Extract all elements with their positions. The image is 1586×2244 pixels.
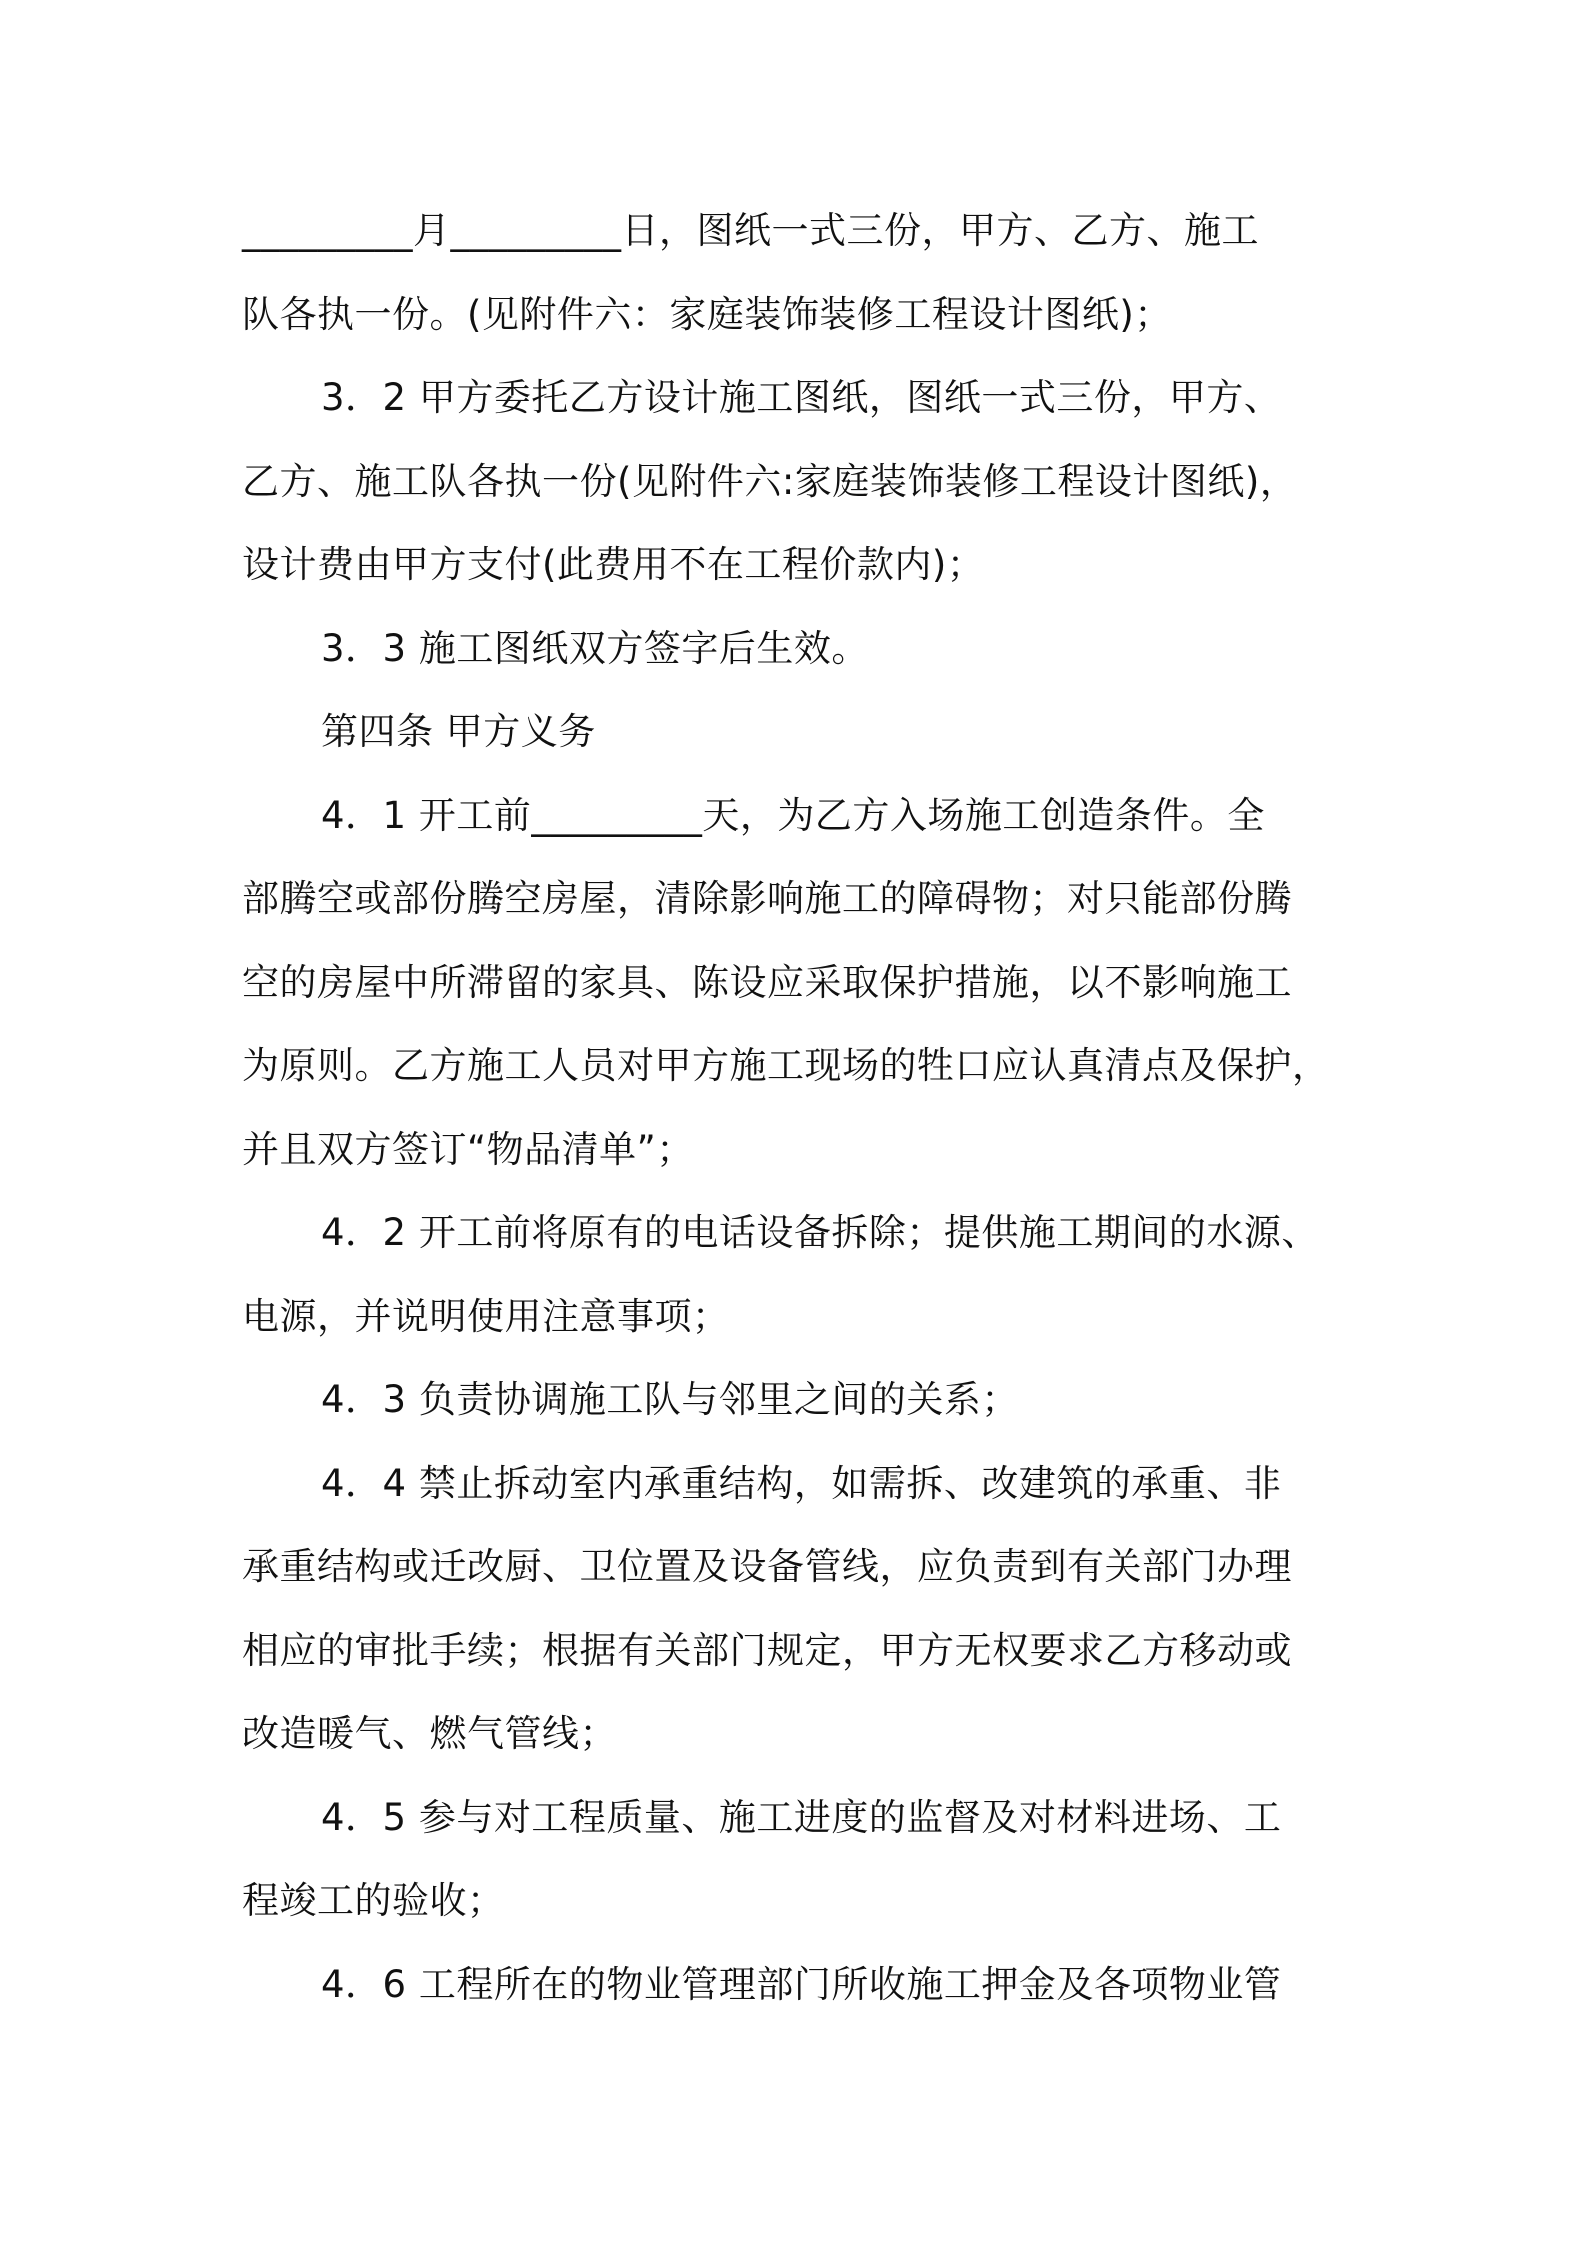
- text-line: 空的房屋中所滞留的家具、陈设应采取保护措施，以不影响施工: [242, 961, 1292, 1004]
- text-line: 承重结构或迁改厨、卫位置及设备管线，应负责到有关部门办理: [242, 1545, 1292, 1588]
- text-line: 4．5 参与对工程质量、施工进度的监督及对材料进场、工: [321, 1796, 1282, 1839]
- text-line: 并且双方签订“物品清单”；: [242, 1128, 694, 1171]
- text-line: 4．2 开工前将原有的电话设备拆除；提供施工期间的水源、: [321, 1211, 1319, 1254]
- text-line: 部腾空或部份腾空房屋，清除影响施工的障碍物；对只能部份腾: [242, 877, 1292, 920]
- text-line: 4．4 禁止拆动室内承重结构，如需拆、改建筑的承重、非: [321, 1462, 1282, 1505]
- text-line: 程竣工的验收；: [242, 1879, 505, 1922]
- text-line: 电源，并说明使用注意事项；: [242, 1295, 730, 1338]
- text-line: 3．2 甲方委托乙方设计施工图纸，图纸一式三份，甲方、: [321, 376, 1282, 419]
- text-line: 队各执一份。(见附件六：家庭装饰装修工程设计图纸)；: [242, 293, 1172, 336]
- text-line: 3．3 施工图纸双方签字后生效。: [321, 627, 869, 670]
- text-line: 4．3 负责协调施工队与邻里之间的关系；: [321, 1378, 1019, 1421]
- text-line: _________月_________日，图纸一式三份，甲方、乙方、施工: [242, 209, 1259, 252]
- text-line: 设计费由甲方支付(此费用不在工程价款内)；: [242, 543, 985, 586]
- text-line: 4．6 工程所在的物业管理部门所收施工押金及各项物业管: [321, 1963, 1282, 2006]
- section-heading: 第四条 甲方义务: [321, 710, 596, 753]
- text-line: 为原则。乙方施工人员对甲方施工现场的牲口应认真清点及保护，: [242, 1044, 1330, 1087]
- text-line: 4．1 开工前_________天，为乙方入场施工创造条件。全: [321, 794, 1265, 837]
- text-line: 相应的审批手续；根据有关部门规定，甲方无权要求乙方移动或: [242, 1629, 1292, 1672]
- text-line: 乙方、施工队各执一份(见附件六:家庭装饰装修工程设计图纸)，: [242, 460, 1298, 503]
- text-line: 改造暖气、燃气管线；: [242, 1712, 617, 1755]
